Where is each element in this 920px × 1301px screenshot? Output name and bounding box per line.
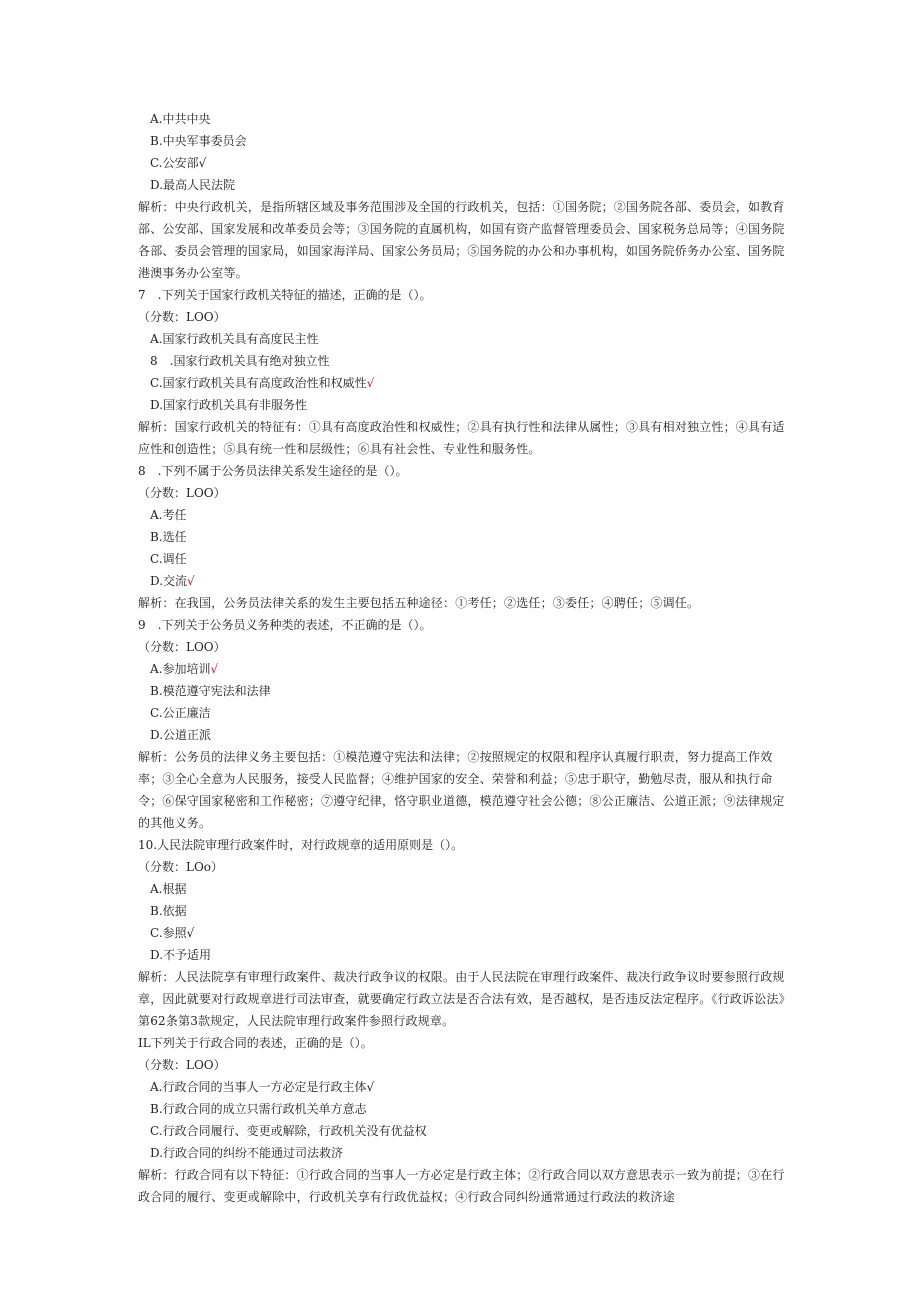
q10-analysis: 解析：人民法院享有审理行政案件、裁决行政争议的权限。由于人民法院在审理行政案件、裁决行政争议时要参照行政规章，因此就要对行政规章进行司法审查，就要确定行政立法是否合法有效，是否越权，是否违反法定程序。《行政诉讼法》第62条第3款规定，人民法院审理行政案件参照行政规章。: [138, 970, 785, 1028]
q8-option-a: A.考任: [150, 508, 187, 522]
question-9-score: （分数：LOO）: [138, 640, 226, 654]
q11-option-c: C.行政合同履行、变更或解除，行政机关没有优益权: [150, 1124, 427, 1138]
option-text: C.国家行政机关具有高度政治性和权威性: [150, 376, 367, 390]
q11-analysis: 解析：行政合同有以下特征：①行政合同的当事人一方必定是行政主体；②行政合同以双方意思表示一致为前提；③在行政合同的履行、变更或解除中，行政机关享有行政优益权；④行政合同纠纷通常通过行政法的救济途: [138, 1168, 785, 1204]
question-11: IL下列关于行政合同的表述，正确的是（）。: [138, 1036, 373, 1050]
analysis-paragraph: 解析：中央行政机关，是指所辖区域及事务范围涉及全国的行政机关，包括：①国务院；②国务院各部、委员会，如教育部、公安部、国家发展和改革委员会等；③国务院的直属机构，如国有资产监督管理委员会、国家税务总局等；④国务院各部、委员会管理的国家局，如国家海洋局、国家公务员局；⑤国务院的办公和办事机构，如国务院侨务办公室、国务院港澳事务办公室等。: [138, 200, 785, 280]
check-mark-icon: √: [366, 376, 375, 390]
check-mark-icon: √: [210, 662, 219, 676]
check-mark-icon: √: [366, 1080, 375, 1094]
check-mark-icon: √: [186, 926, 195, 940]
q7-option-b: 8 .国家行政机关具有绝对独立性: [150, 354, 330, 368]
q7-option-c: [138, 372, 786, 394]
question-7-score: （分数：LOO）: [138, 310, 226, 324]
question-7: 7 .下列关于国家行政机关特征的描述，正确的是（）。: [138, 288, 432, 302]
q8-option-b: B.选任: [150, 530, 187, 544]
q11-option-d: D.行政合同的纠纷不能通过司法救济: [150, 1146, 344, 1160]
question-10: 10.人民法院审理行政案件时，对行政规章的适用原则是（）。: [138, 838, 464, 852]
option-d: D.最高人民法院: [150, 178, 236, 192]
q8-analysis: 解析：在我国，公务员法律关系的发生主要包括五种途径：①考任；②选任；③委任；④聘任；⑤调任。: [138, 596, 700, 610]
q11-option-b: B.行政合同的成立只需行政机关单方意志: [150, 1102, 367, 1116]
question-8-score: （分数：LOO）: [138, 486, 226, 500]
q11-option-a: [138, 1076, 786, 1098]
q8-option-c: C.调任: [150, 552, 187, 566]
document-page: [138, 108, 786, 1208]
option-b: B.中央军事委员会: [150, 134, 247, 148]
option-text: A.参加培训: [150, 662, 211, 676]
option-text: D.交流: [150, 574, 188, 588]
q10-option-c: [138, 922, 786, 944]
q9-analysis: 解析：公务员的法律义务主要包括：①模范遵守宪法和法律；②按照规定的权限和程序认真履行职责，努力提高工作效率；③全心全意为人民服务，接受人民监督；④维护国家的安全、荣誉和利益；⑤忠于职守，勤勉尽责，服从和执行命令；⑥保守国家秘密和工作秘密；⑦遵守纪律，恪守职业道德，模范遵守社会公德；⑧公正廉洁、公道正派；⑨法律规定的其他义务。: [138, 750, 785, 830]
q9-option-b: B.模范遵守宪法和法律: [150, 684, 271, 698]
q7-option-d: D.国家行政机关具有非服务性: [150, 398, 308, 412]
question-8: 8 .下列不属于公务员法律关系发生途径的是（）。: [138, 464, 408, 478]
option-a: A.中共中央: [150, 112, 211, 126]
q9-option-c: C.公正廉洁: [150, 706, 211, 720]
q7-analysis: 解析：国家行政机关的特征有：①具有高度政治性和权威性；②具有执行性和法律从属性；③具有相对独立性；④具有适应性和创造性；⑤具有统一性和层级性；⑥具有社会性、专业性和服务性。: [138, 420, 785, 456]
q7-option-a: A.国家行政机关具有高度民主性: [150, 332, 319, 346]
q10-option-a: A.根据: [150, 882, 187, 896]
q8-option-d: [138, 570, 786, 592]
question-11-score: （分数：LOO）: [138, 1058, 226, 1072]
option-text: A.行政合同的当事人一方必定是行政主体: [150, 1080, 367, 1094]
option-text: C.公安部: [150, 156, 199, 170]
option-text: C.参照: [150, 926, 187, 940]
q10-option-b: B.依据: [150, 904, 187, 918]
option-c: [138, 152, 786, 174]
q10-option-d: D.不予适用: [150, 948, 212, 962]
q9-option-a: [138, 658, 786, 680]
check-mark-icon: √: [198, 156, 207, 170]
check-mark-icon: √: [187, 574, 195, 588]
question-9: 9 .下列关于公务员义务种类的表述，不正确的是（）。: [138, 618, 432, 632]
question-10-score: （分数：LOo）: [138, 860, 224, 874]
q9-option-d: D.公道正派: [150, 728, 212, 742]
